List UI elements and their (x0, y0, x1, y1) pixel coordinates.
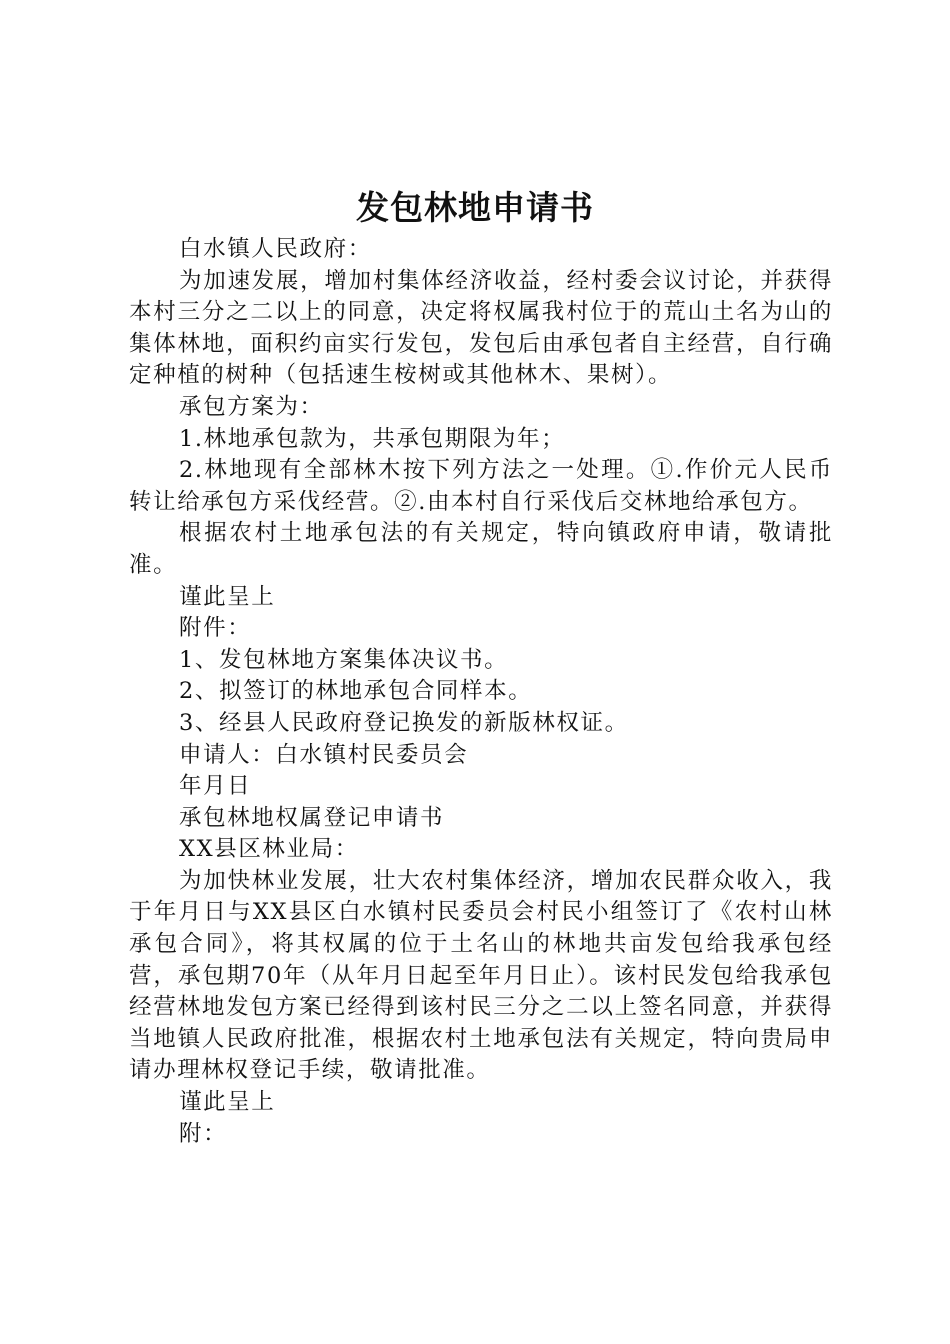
second-attachments-heading: 附： (179, 1120, 228, 1147)
date-line: 年月日 (179, 773, 252, 800)
document-title: 发包林地申请书 (356, 188, 594, 227)
document-body (129, 234, 833, 1150)
second-body-paragraph: 为加快林业发展，壮大农村集体经济，增加农民群众收入，我于年月日与XX县区白水镇村民委员会村民小组签订了《农村山林承包合同》，将其权属的位于土名山的林地共亩发包给我承包经营，承包期70年（从年月日起至年月日止）。该村民发包给我承包经营林地发包方案已经得到该村民三分之二以上签名同意，并获得当地镇人民政府批准，根据农村土地承包法有关规定，特向贵局申请办理林权登记手续，敬请批准。 (129, 867, 833, 1084)
attachment-item-3: 3、经县人民政府登记换发的新版林权证。 (179, 709, 629, 736)
applicant-line: 申请人：白水镇村民委员会 (179, 741, 469, 768)
attachment-item-2: 2、拟签订的林地承包合同样本。 (179, 678, 533, 705)
attachment-item-1: 1、发包林地方案集体决议书。 (179, 646, 509, 673)
second-addressee: XX县区林业局： (179, 836, 359, 863)
second-document-title: 承包林地权属登记申请书 (179, 804, 445, 831)
plan-item-1: 1.林地承包款为，共承包期限为年； (179, 425, 566, 452)
addressee: 白水镇人民政府： (179, 236, 372, 262)
closing-line: 谨此呈上 (179, 583, 276, 610)
attachments-heading: 附件： (179, 615, 252, 642)
plan-item-2: 2.林地现有全部林木按下列方法之一处理。①.作价元人民币转让给承包方采伐经营。②.由本村自行采伐后交林地给承包方。 (129, 457, 833, 515)
plan-heading: 承包方案为： (179, 393, 324, 420)
request-paragraph: 根据农村土地承包法的有关规定，特向镇政府申请，敬请批准。 (129, 520, 833, 578)
second-closing-line: 谨此呈上 (179, 1089, 276, 1116)
intro-paragraph: 为加速发展，增加村集体经济收益，经村委会议讨论，并获得本村三分之二以上的同意，决定将权属我村位于的荒山土名为山的集体林地，面积约亩实行发包，发包后由承包者自主经营，自行确定种植的树种（包括速生桉树或其他林木、果树）。 (129, 267, 833, 389)
